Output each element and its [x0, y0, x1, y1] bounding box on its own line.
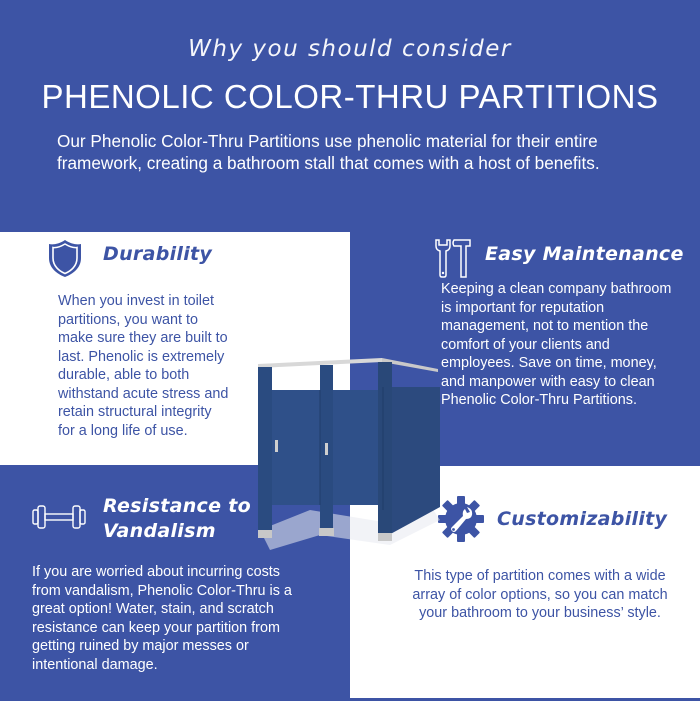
body-line: If you are worried about incurring costs [32, 564, 280, 580]
gear-wrench-icon [436, 494, 486, 544]
body-line: resistance can keep your partition from [32, 619, 280, 636]
body-line: last. Phenolic is extremely [58, 348, 225, 365]
intro-line: framework, creating a bathroom stall that comes with a host of benefits. [57, 153, 600, 173]
body-line: for a long life of use. [58, 422, 188, 439]
body-line: great option! Water, stain, and scratch [32, 601, 274, 617]
body-line: employees. Save on time, money, [441, 355, 657, 371]
body-line: Keeping a clean company bathroom [441, 281, 672, 297]
feature-title: Customizability [497, 508, 668, 530]
body-line: and manpower with easy to clean [441, 373, 655, 390]
intro-line: Our Phenolic Color-Thru Partitions use phenolic material for their entire [57, 131, 598, 151]
body-line: comfort of your clients and [441, 336, 610, 353]
body-line: withstand acute stress and [58, 385, 229, 402]
toilet-partition-illustration [250, 345, 440, 555]
feature-body [58, 292, 258, 440]
body-line: When you invest in toilet [58, 293, 214, 309]
body-line: getting ruined by major messes or [32, 638, 249, 654]
title-line: Vandalism [103, 520, 216, 542]
dumbbell-icon [32, 504, 86, 530]
body-line: from vandalism, Phenolic Color-Thru is a [32, 582, 292, 599]
body-line: is important for reputation [441, 299, 605, 316]
body-line: partitions, you want to [58, 311, 198, 328]
feature-title: Durability [103, 243, 213, 265]
body-line: make sure they are built to [58, 330, 228, 346]
body-line: array of color options, so you can match [412, 586, 668, 603]
feature-title [103, 494, 251, 544]
feature-body [380, 567, 700, 623]
page-title: PHENOLIC COLOR-THRU PARTITIONS [41, 78, 659, 115]
intro-paragraph [57, 130, 657, 174]
title-line: Resistance to [103, 495, 251, 517]
body-line: This type of partition comes with a wide [414, 568, 666, 584]
shield-icon [47, 238, 83, 278]
body-line: intentional damage. [32, 656, 158, 673]
feature-title: Easy Maintenance [485, 243, 684, 265]
body-line: your bathroom to your business’ style. [419, 605, 661, 621]
body-line: management, not to mention the [441, 318, 649, 334]
body-line: Phenolic Color-Thru Partitions. [441, 392, 637, 408]
feature-body [441, 280, 696, 410]
body-line: durable, able to both [58, 367, 190, 383]
feature-body [32, 563, 332, 674]
kicker-heading: Why you should consider [188, 36, 512, 62]
body-line: retain structural integrity [58, 404, 212, 420]
wrench-hammer-icon [432, 237, 472, 279]
